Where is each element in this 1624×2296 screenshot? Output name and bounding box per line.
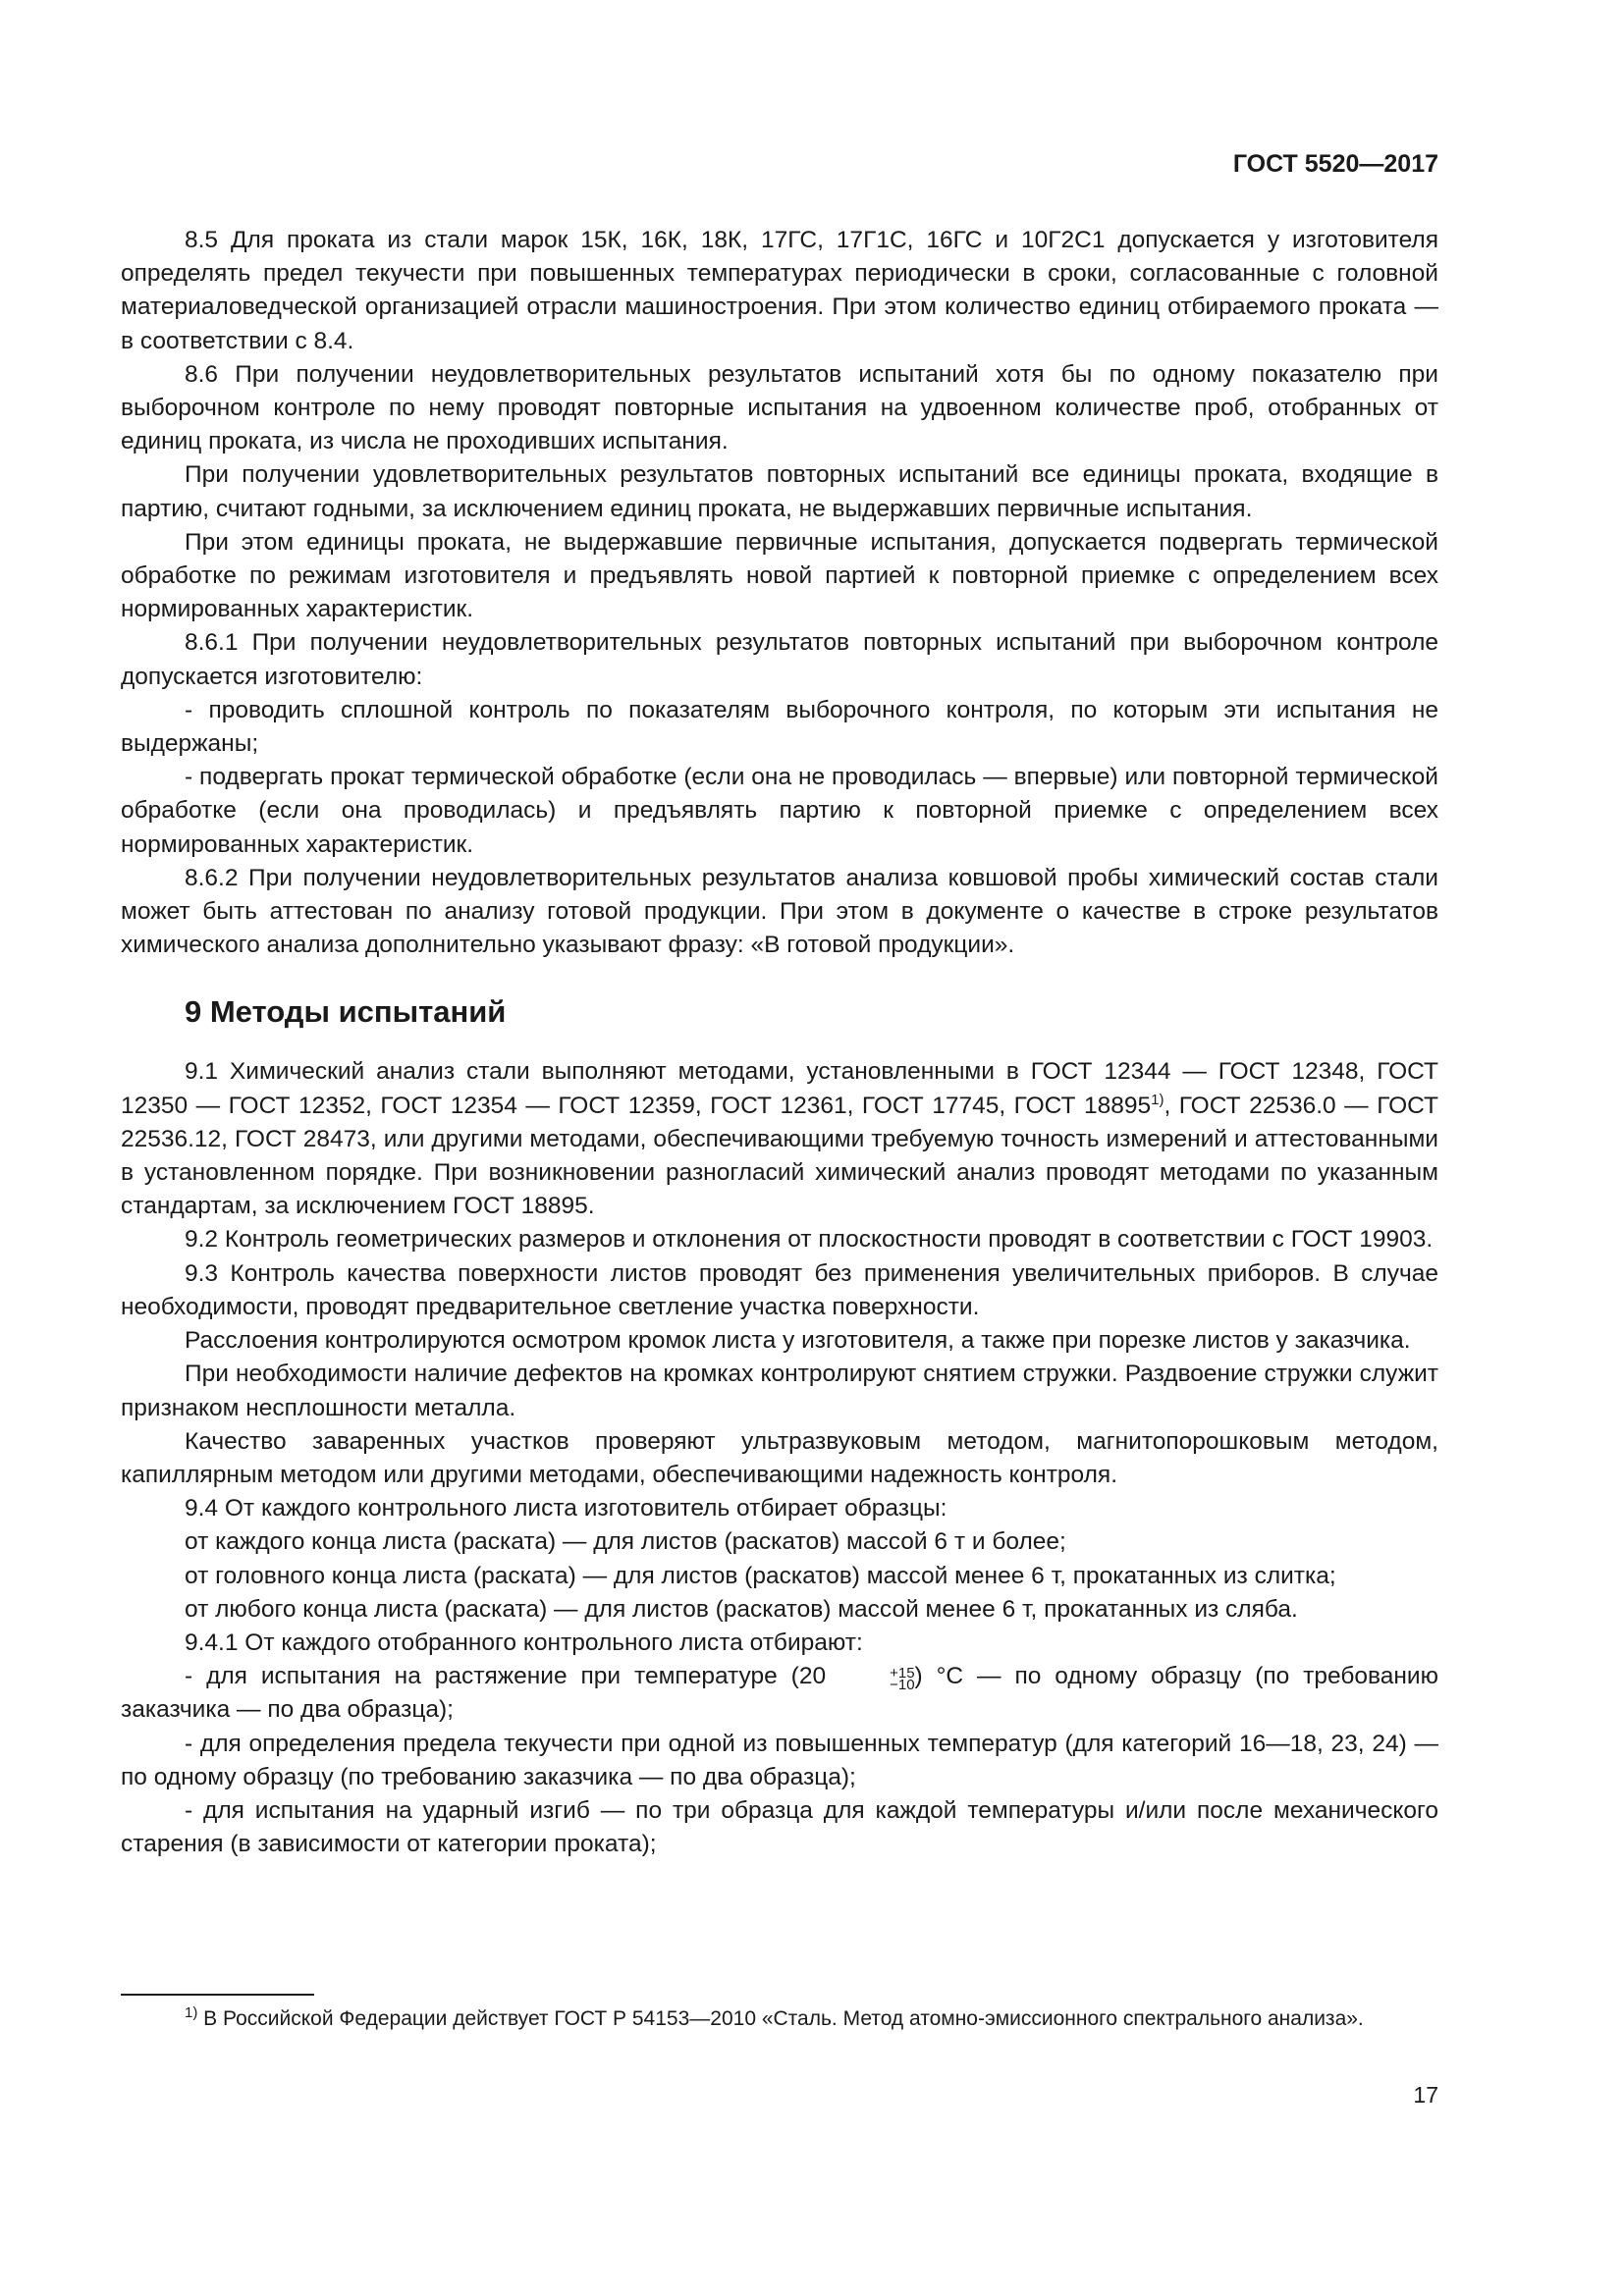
list-item-head-end: от головного конца листа (раската) — для листов (раскатов) массой менее 6 т, прокатанных из слитка; bbox=[185, 1562, 1336, 1589]
tension-text-after: ) °С — по одному образцу (по требованию заказчика — по два образца); bbox=[121, 1663, 1438, 1724]
document-code-header: ГОСТ 5520—2017 bbox=[1232, 150, 1438, 178]
section-title: 9 Методы испытаний bbox=[185, 994, 507, 1030]
paragraph-edge-defects: При необходимости наличие дефектов на кромках контролируют снятием стружки. Раздвоение стружки служит признаком несплошности металла. bbox=[121, 1361, 1438, 1421]
list-item-tension-test bbox=[121, 1660, 1438, 1727]
paragraph-delamination: Расслоения контролируются осмотром кромок листа у изготовителя, а также при порезке листов у заказчика. bbox=[185, 1327, 1411, 1355]
p91-text-before: 9.1 Химический анализ стали выполняют методами, установленными в ГОСТ 12344 — ГОСТ 12348, ГОСТ 12350 — ГОСТ 12352, ГОСТ 12354 — ГОСТ 12359, ГОСТ 12361, ГОСТ 17745, ГОСТ 18895 bbox=[121, 1058, 1438, 1119]
list-item-yield-strength: - для определения предела текучести при одной из повышенных температур (для категорий 16—18, 23, 24) — по одному образцу (по требованию заказчика — по два образца); bbox=[121, 1730, 1438, 1790]
paragraph-9-4: 9.4 От каждого контрольного листа изготовитель отбирает образцы: bbox=[185, 1495, 947, 1522]
footnote bbox=[121, 2004, 1438, 2033]
tolerance-upper: +15 bbox=[890, 1665, 915, 1682]
list-item-each-end: от каждого конца листа (раската) — для листов (раскатов) массой 6 т и более; bbox=[185, 1528, 1066, 1556]
list-item-heat-treatment: - подвергать прокат термической обработке (если она не проводилась — впервые) или повторной термической обработке (если она проводилась) и предъявлять партию к повторной приемке с определением всех нормированных характеристик. bbox=[121, 764, 1438, 858]
footnote-reference: 1) bbox=[1151, 1091, 1164, 1108]
paragraph-weld-quality: Качество заваренных участков проверяют ультразвуковым методом, магнитопорошковым методом, капиллярным методом или другими методами, обеспечивающими надежность контроля. bbox=[121, 1427, 1438, 1488]
paragraph-9-1 bbox=[121, 1055, 1438, 1223]
paragraph-8-6-2: 8.6.2 При получении неудовлетворительных результатов анализа ковшовой пробы химический состав стали может быть аттестован по анализу готовой продукции. При этом в документе о качестве в строке результатов химического анализа дополнительно указывают фразу: «В готовой продукции». bbox=[121, 864, 1438, 959]
paragraph-8-6-reheat: При этом единицы проката, не выдержавшие первичные испытания, допускается подвергать термической обработке по режимам изготовителя и предъявлять новой партией к повторной приемке с определением всех нормированных характеристик. bbox=[121, 528, 1438, 623]
paragraph-8-5: 8.5 Для проката из стали марок 15К, 16К, 18К, 17ГС, 17Г1С, 16ГС и 10Г2С1 допускается у изготовителя определять предел текучести при повышенных температурах периодически в сроки, согласованные с головной материаловедческой организацией отрасли машиностроения. При этом количество единиц отбираемого проката — в соответствии с 8.4. bbox=[121, 227, 1438, 354]
list-item-any-end: от любого конца листа (раската) — для листов (раскатов) массой менее 6 т, прокатанных из сляба. bbox=[185, 1595, 1298, 1623]
footnote-divider bbox=[121, 1994, 314, 1996]
paragraph-8-6-retest-ok: При получении удовлетворительных результатов повторных испытаний все единицы проката, входящие в партию, считают годными, за исключением единиц проката, не выдержавших первичные испытания. bbox=[121, 461, 1438, 522]
paragraph-8-6-1: 8.6.1 При получении неудовлетворительных результатов повторных испытаний при выборочном контроле допускается изготовителю: bbox=[121, 629, 1438, 690]
list-item-full-control: - проводить сплошной контроль по показателям выборочного контроля, по которым эти испытания не выдержаны; bbox=[121, 696, 1438, 758]
paragraph-9-3: 9.3 Контроль качества поверхности листов проводят без применения увеличительных приборов. В случае необходимости, проводят предварительное светление участка поверхности. bbox=[121, 1259, 1438, 1320]
page-body bbox=[121, 224, 1438, 1861]
paragraph-8-6: 8.6 При получении неудовлетворительных результатов испытаний хотя бы по одному показателю при выборочном контроле по нему проводят повторные испытания на удвоенном количестве проб, отобранных от единиц проката, из числа не проходивших испытания. bbox=[121, 360, 1438, 455]
paragraph-9-4-1: 9.4.1 От каждого отобранного контрольного листа отбирают: bbox=[185, 1629, 863, 1656]
paragraph-9-2: 9.2 Контроль геометрических размеров и отклонения от плоскостности проводят в соответствии с ГОСТ 19903. bbox=[185, 1226, 1434, 1254]
temperature-tolerance bbox=[826, 1665, 915, 1694]
p91-text-after: , ГОСТ 22536.0 — ГОСТ 22536.12, ГОСТ 28473, или другими методами, обеспечивающими требуемую точность измерений и аттестованными в установленном порядке. При возникновении разногласий химический анализ проводят методами по указанным стандартам, за исключением ГОСТ 18895. bbox=[121, 1092, 1438, 1220]
tolerance-lower: −10 bbox=[890, 1677, 915, 1694]
list-item-impact-bend: - для испытания на ударный изгиб — по три образца для каждой температуры и/или после механического старения (в зависимости от категории проката); bbox=[121, 1796, 1438, 1858]
footnote-marker: 1) bbox=[185, 2004, 198, 2021]
tension-text-before: - для испытания на растяжение при температуре (20 bbox=[185, 1663, 827, 1690]
page-number: 17 bbox=[1413, 2082, 1438, 2108]
footnote-text: В Российской Федерации действует ГОСТ Р 54153—2010 «Сталь. Метод атомно-эмиссионного спектрального анализа». bbox=[197, 2007, 1364, 2030]
